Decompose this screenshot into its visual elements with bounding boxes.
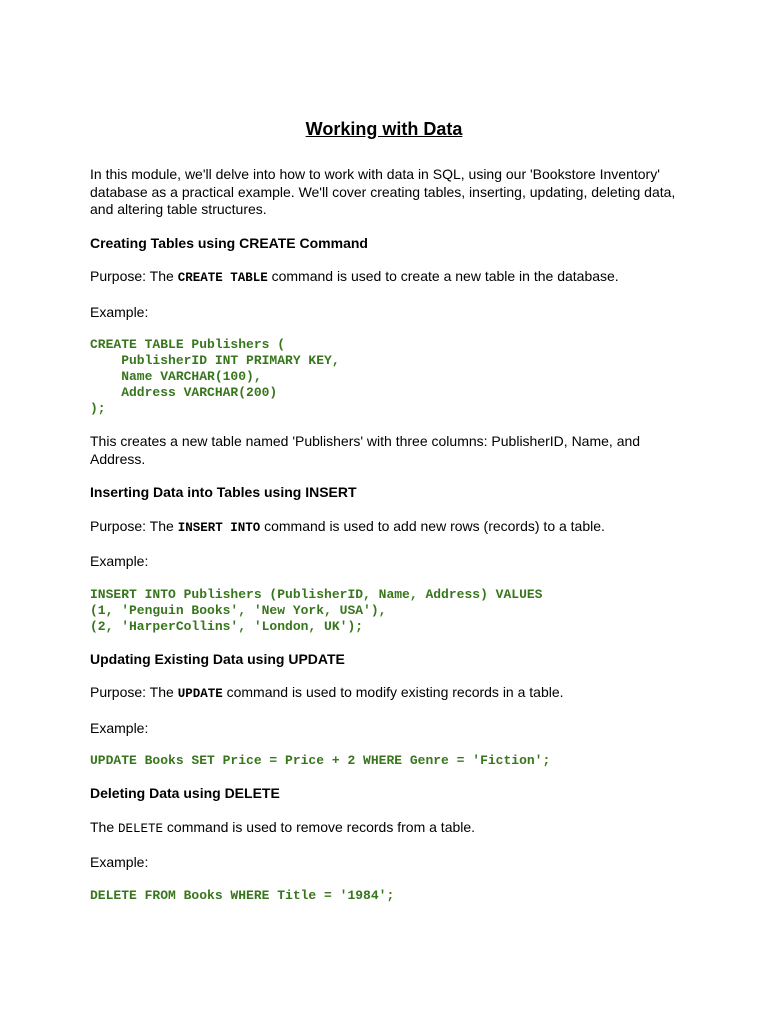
purpose-prefix: Purpose: The: [90, 268, 178, 284]
intro-paragraph: In this module, we'll delve into how to work with data in SQL, using our 'Bookstore Inventory' database as a practical example. We'll cover creating tables, inserting, updating, deleting data, and altering table structures.: [90, 166, 676, 217]
keyword-update: UPDATE: [177, 687, 223, 701]
example-label-insert: Example:: [90, 553, 149, 569]
code-block-delete: DELETE FROM Books WHERE Title = '1984';: [90, 887, 395, 903]
keyword-create-table: CREATE TABLE: [177, 271, 268, 285]
code-block-insert: INSERT INTO Publishers (PublisherID, Name, Address) VALUES (1, 'Penguin Books', 'New York, USA'), (2, 'HarperCollins', 'London, UK');: [90, 586, 543, 634]
code-block-create: CREATE TABLE Publishers ( PublisherID INT PRIMARY KEY, Name VARCHAR(100), Address VARCHAR(200) );: [90, 337, 340, 416]
code-block-update: UPDATE Books SET Price = Price + 2 WHERE Genre = 'Fiction';: [90, 753, 551, 768]
purpose-delete: [90, 819, 678, 839]
purpose-suffix: command is used to modify existing records in a table.: [222, 684, 564, 700]
purpose-create: [90, 268, 678, 288]
explanation-create: This creates a new table named 'Publishers' with three columns: PublisherID, Name, and Address.: [90, 433, 641, 467]
section-heading-delete: Deleting Data using DELETE: [90, 785, 280, 801]
example-label-delete: Example:: [90, 854, 149, 870]
purpose-prefix: Purpose: The: [90, 517, 178, 534]
section-heading-create: Creating Tables using CREATE Command: [90, 234, 368, 251]
document-page: [90, 117, 678, 920]
example-label-update: Example:: [90, 719, 149, 736]
purpose-insert: [90, 518, 678, 538]
keyword-insert-into: INSERT INTO: [177, 520, 261, 535]
section-heading-update: Updating Existing Data using UPDATE: [90, 650, 345, 667]
keyword-delete: DELETE: [118, 821, 164, 836]
purpose-suffix: command is used to add new rows (records) to a table.: [260, 517, 605, 534]
purpose-suffix: command is used to create a new table in the database.: [267, 268, 619, 284]
purpose-prefix: The: [90, 818, 119, 835]
purpose-prefix: Purpose: The: [90, 684, 178, 700]
purpose-update: [90, 684, 678, 704]
section-heading-insert: Inserting Data into Tables using INSERT: [90, 484, 357, 500]
page-title: Working with Data: [305, 119, 463, 139]
purpose-suffix: command is used to remove records from a table.: [163, 818, 476, 835]
example-label-create: Example:: [90, 303, 149, 320]
